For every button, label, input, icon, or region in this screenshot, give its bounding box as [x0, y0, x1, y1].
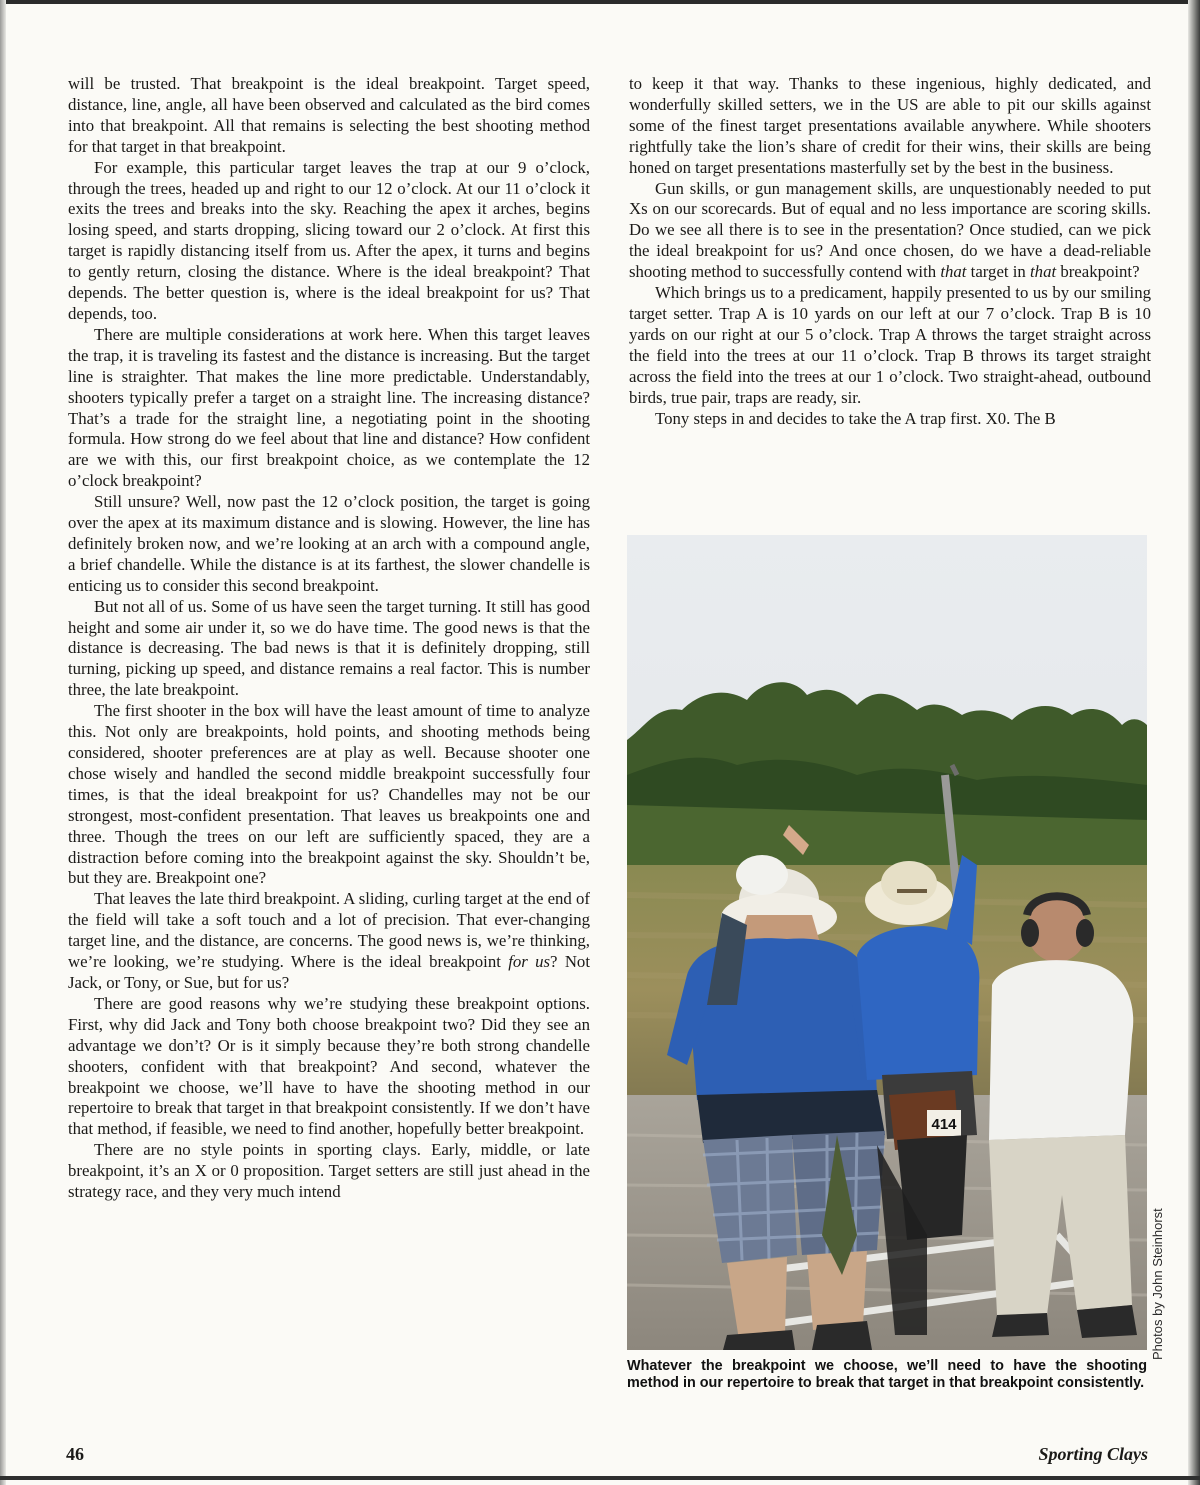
text-run: Gun skills, or gun management skills, are unquestionably needed to put Xs on our scorecards. But of equal and no less importance are scoring skills. Do we see all there is to see in the presentation? Once studied, can we pick the ideal breakpoint for us? And once chosen, do we have a dead-reliable shooting method to successfully contend with [629, 178, 1151, 282]
paragraph: Still unsure? Well, now past the 12 o’clock position, the target is going over the apex at its maximum distance and is slowing. However, the line has definitely broken now, and we’re looking at an arch with a compound angle, a brief chandelle. While the distance is at its farthest, the slower chandelle is enticing us to consider this second breakpoint. [68, 492, 590, 595]
paragraph: There are multiple considerations at work here. When this target leaves the trap, it is traveling its fastest and the distance is increasing. But the target line is straighter. That makes the line more predictable. Understandably, shooters typically prefer a target on a straight line. The increasing distance? That’s a trade for the straight line, a negotiating point in the shooting formula. How strong do we feel about that line and distance? How confident are we with this, our first breakpoint choice, as we contemplate the 12 o’clock breakpoint? [68, 324, 590, 491]
paragraph: will be trusted. That breakpoint is the ideal breakpoint. Target speed, distance, line, angle, all have been observed and calculated as the bird comes into that breakpoint. All that remains is selecting the best shooting method for that target in that breakpoint. [68, 74, 590, 156]
shooter-bib-number: 414 [931, 1116, 957, 1133]
paragraph: The first shooter in the box will have the least amount of time to analyze this. Not only are breakpoints, hold points, and shooting methods being considered, shooter preferences are at play as well. Because shooter one chose wisely and handled the second middle breakpoint successfully four times, is that the ideal breakpoint for us? Chandelles may not be our strongest, most-confident presentation. That leaves us breakpoints one and three. Though the trees on our left are sufficiently spaced, they are a distraction before coming into the breakpoint against the sky. Shouldn’t be, but they are. Breakpoint one? [68, 701, 590, 888]
text-run: breakpoint? [1056, 262, 1140, 282]
article-column-left [68, 74, 590, 1203]
paragraph: But not all of us. Some of us have seen the target turning. It still has good height and some air under it, so we do have time. The good news is that the distance is decreasing. The bad news is that it is definitely dropping, still turning, picking up speed, and distance remains a real factor. This is number three, the late breakpoint. [68, 596, 590, 700]
text-run: ? Not Jack, or Tony, or Sue, but for us? [68, 952, 590, 992]
emphasis: for us [508, 952, 551, 972]
scan-edge-right [1188, 0, 1200, 1485]
paragraph: Tony steps in and decides to take the A trap first. X0. The B [655, 408, 1056, 428]
photo-caption: Whatever the breakpoint we choose, we’ll need to have the shooting method in our repertoire to break that target in that breakpoint consistently. [627, 1358, 1147, 1392]
paragraph: to keep it that way. Thanks to these ingenious, highly dedicated, and wonderfully skilled setters, we in the US are able to pit our skills against some of the finest target presentations available anywhere. While shooters rightfully take the lion’s share of credit for their wins, their skills are being honed on target presentations masterfully set by the best in the business. [629, 74, 1151, 177]
paragraph: Which brings us to a predicament, happily presented to us by our smiling target setter. Trap A is 10 yards on our left at our 7 o’clock. Trap B is 10 yards on our right at our 5 o’clock. Trap A throws the target straight across the field into the trees at our 11 o’clock. Trap B throws its target straight across the field into the trees at our 1 o’clock. Two straight-ahead, outbound birds, true pair, traps are ready, sir. [629, 283, 1151, 407]
emphasis: that [1030, 262, 1057, 282]
paragraph: There are no style points in sporting clays. Early, middle, or late breakpoint, it’s an X or 0 proposition. Target setters are still just ahead in the strategy race, and they very much intend [68, 1140, 590, 1202]
emphasis: that [940, 262, 967, 282]
text-run: target in [966, 262, 1031, 282]
shooters-photo [627, 535, 1147, 1350]
page-number: 46 [66, 1444, 84, 1464]
paragraph: There are good reasons why we’re studying these breakpoint options. First, why did Jack and Tony both choose breakpoint two? Did they see an advantage we don’t? Or is it simply because they’re both strong chandelle shooters, confident with that breakpoint? And second, whatever the breakpoint we choose, we’ll have to have the shooting method in our repertoire to break that target in that breakpoint consistently. If we don’t have that method, if feasible, we need to find another, hopefully better breakpoint. [68, 993, 590, 1139]
photo-credit: Photos by John Steinhorst [1150, 1208, 1165, 1360]
magazine-name: Sporting Clays [1038, 1444, 1148, 1464]
paragraph [629, 179, 1151, 284]
paragraph [68, 889, 590, 994]
paragraph: For example, this particular target leaves the trap at our 9 o’clock, through the trees, headed up and right to our 12 o’clock. At our 11 o’clock it exits the trees and breaks into the sky. Reaching the apex it arches, begins losing speed, and starts dropping, slicing toward our 2 o’clock. At first this target is rapidly distancing itself from us. After the apex, it turns and begins to gently return, closing the distance. Where is the ideal breakpoint? That depends. The better question is, where is the ideal breakpoint for us? That depends, too. [68, 157, 590, 323]
scan-edge-top [0, 0, 1200, 4]
article-column-right [629, 74, 1151, 429]
scan-edge-left [0, 0, 6, 1485]
text-run: That leaves the late third breakpoint. A sliding, curling target at the end of the field will take a soft touch and a lot of precision. That ever-changing target line, and the distance, are concerns. The good news is, we’re thinking, we’re looking, we’re studying. Where is the ideal breakpoint [68, 889, 590, 972]
footer-rule [0, 1476, 1200, 1480]
